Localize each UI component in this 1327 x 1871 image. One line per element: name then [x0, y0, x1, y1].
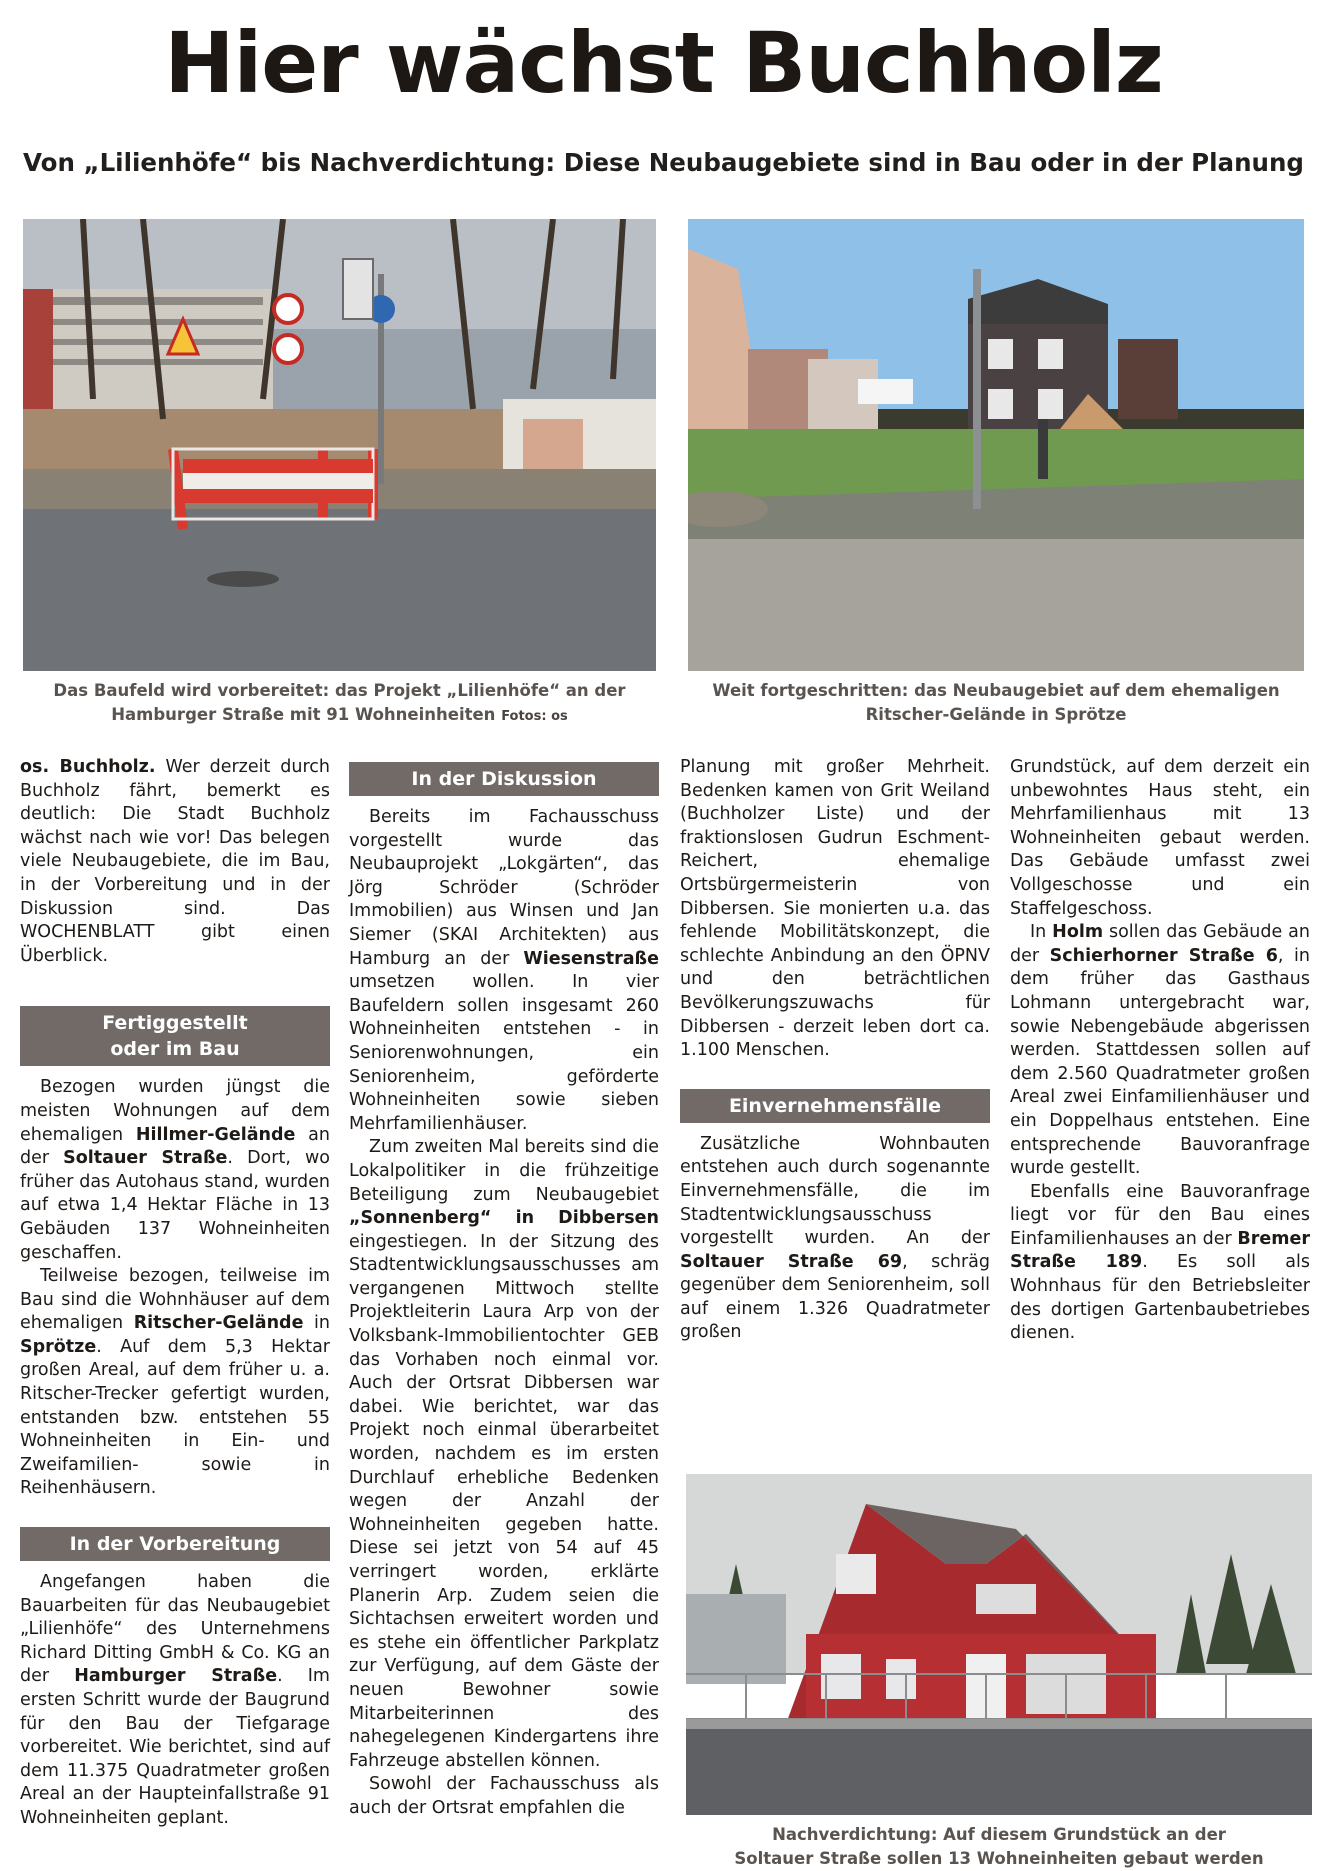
- column-2: [349, 762, 659, 1821]
- text-bold: Ritscher-Gelände: [133, 1313, 304, 1334]
- text: , in dem früher das Gasthaus Lohmann untergebracht war, sowie Nebengebäude abgerissen werden. Stattdessen sollen auf dem 2.560 Quadratmeter großen Areal zwei Einfamilienhäuser und ein Doppelhaus entstehen. Eine entsprechende Bauvoranfrage wurde gestellt.: [1010, 945, 1310, 1179]
- text: Zusätzliche Wohnbauten entstehen auch durch sogenannte Einvernehmensfälle, die im Stadtentwicklungsausschuss vorgestellt wurden. An der: [680, 1133, 990, 1249]
- text: Ebenfalls eine Bauvoranfrage liegt vor für den Bau eines Einfamilienhauses an der: [1010, 1181, 1310, 1249]
- paragraph: Planung mit großer Mehrheit. Bedenken kamen von Grit Weiland (Buchholzer Liste) und der fraktionslosen Gudrun Eschment-Reichert, ehemalige Ortsbürgermeisterin von Dibbersen. Sie monierten u.a. das fehlende Mobilitätskonzept, die schlechte Anbindung an den ÖPNV und den beträchtlichen Bevölkerungszuwachs für Dibbersen - derzeit leben dort ca. 1.100 Menschen.: [680, 757, 990, 1061]
- text-bold: Hillmer-Gelände: [135, 1124, 296, 1145]
- photo1-caption-line1: Das Baufeld wird vorbereitet: das Projekt „Lilienhöfe“ an der: [53, 681, 626, 700]
- column-1: [20, 756, 330, 1831]
- text-bold: Holm: [1052, 922, 1104, 943]
- text: sollen das Gebäude an der: [1010, 922, 1310, 966]
- paragraph: [1010, 921, 1310, 1181]
- paragraph: Sowohl der Fachausschuss als auch der Ortsrat empfahlen die: [349, 1774, 659, 1818]
- column-3: [680, 756, 990, 1345]
- column-4: [1010, 756, 1310, 1346]
- text-bold: Wiesenstraße: [523, 948, 659, 969]
- text: eingestiegen. In der Sitzung des Stadtentwicklungsausschusses am vergangenen Mittwoch stellte Projektleiterin Laura Arp von der Volksbank-Immobilientochter GEB das Vorhaben noch einmal vor. Auch der Ortsrat Dibbersen war dabei. Wie berichtet, war das Projekt noch einmal überarbeitet worden, nachdem es im ersten Durchlauf erhebliche Bedenken wegen der Anzahl der Wohneinheiten gegeben hatte. Diese sei jetzt von 54 auf 45 verringert worden, erklärte Planerin Arp. Zudem seien die Sichtachsen erweitert worden und es stehe ein öffentlicher Parkplatz zur Verfügung, auf dem Gäste der neuen Bewohner sowie Mitarbeiterinnen des nahegelegenen Kindergartens ihre Fahrzeuge abstellen können.: [349, 1231, 659, 1771]
- paragraph: [20, 1571, 330, 1831]
- text-bold: Soltauer Straße: [63, 1148, 228, 1169]
- photo2-caption-line1: Weit fortgeschritten: das Neubaugebiet auf dem ehemaligen: [712, 681, 1280, 700]
- intro-paragraph: [20, 756, 330, 968]
- text-bold: „Sonnenberg“ in Dibbersen: [349, 1208, 659, 1229]
- photo-construction-site: [23, 219, 656, 671]
- photo3-caption-line2: Soltauer Straße sollen 13 Wohneinheiten gebaut werden: [734, 1849, 1264, 1868]
- text: Bereits im Fachausschuss vorgestellt wurde das Neubauprojekt „Lokgärten“, das Jörg Schröder (Schröder Immobilien) aus Winsen und Jan Siemer (SKAI Architekten) aus Hamburg an der: [349, 807, 659, 969]
- photo1-caption: [23, 679, 656, 729]
- text: In: [1030, 922, 1047, 943]
- paragraph: [349, 1136, 659, 1773]
- photo1-caption-line2: Hamburger Straße mit 91 Wohneinheiten: [111, 705, 496, 724]
- dateline: os. Buchholz.: [20, 757, 156, 777]
- section-heading-finished: [20, 1006, 330, 1066]
- text: . Es soll als Wohnhaus für den Betriebsleiter des dortigen Gartenbaubetriebes dienen.: [1010, 1252, 1310, 1344]
- intro-text: Wer derzeit durch Buchholz fährt, bemerkt es deutlich: Die Stadt Buchholz wächst nach wie vor! Das belegen viele Neubaugebiete, die im Bau, in der Vorbereitung und in der Diskussion sind. Das WOCHENBLATT gibt einen Überblick.: [20, 757, 330, 966]
- text-bold: Bremer Straße 189: [1010, 1228, 1310, 1273]
- photo2-caption-line2: Ritscher-Gelände in Sprötze: [865, 705, 1127, 724]
- section-heading-consent-cases: Einvernehmensfälle: [680, 1089, 990, 1123]
- section-heading-discussion: In der Diskussion: [349, 762, 659, 796]
- photo-red-house: [686, 1474, 1312, 1815]
- text: umsetzen wollen. In vier Baufeldern sollen insgesamt 260 Wohneinheiten entstehen - in Seniorenwohnungen, ein Seniorenheim, geförderte Wohneinheiten sowie sieben Mehrfamilienhäuser.: [349, 972, 659, 1134]
- paragraph: Grundstück, auf dem derzeit ein unbewohntes Haus steht, ein Mehrfamilienhaus mit 13 Wohneinheiten gebaut werden. Das Gebäude umfasst zwei Vollgeschosse und ein Staffelgeschoss.: [1010, 757, 1310, 919]
- text-bold: Schierhorner Straße 6: [1049, 945, 1278, 966]
- section-heading-finished-line2: oder im Bau: [110, 1038, 240, 1061]
- text: Zum zweiten Mal bereits sind die Lokalpolitiker in die frühzeitige Beteiligung zum Neubaugebiet: [349, 1137, 659, 1205]
- paragraph: [680, 1133, 990, 1345]
- section-heading-preparation: In der Vorbereitung: [20, 1527, 330, 1561]
- section-heading-finished-line1: Fertiggestellt: [102, 1012, 248, 1035]
- headline: Hier wächst Buchholz: [164, 14, 1163, 112]
- text-bold: Sprötze: [20, 1336, 97, 1357]
- photo-credit: Fotos: os: [501, 709, 568, 724]
- photo-residential-area: [688, 219, 1304, 671]
- subheadline: Von „Lilienhöfe“ bis Nachverdichtung: Diese Neubaugebiete sind in Bau oder in der Planung: [23, 148, 1304, 177]
- text: , schräg gegenüber dem Seniorenheim, soll auf einem 1.326 Quadratmeter großen: [680, 1251, 990, 1343]
- text: Teilweise bezogen, teilweise im Bau sind die Wohnhäuser auf dem ehemaligen: [20, 1266, 330, 1334]
- text-bold: Hamburger Straße: [74, 1666, 278, 1687]
- paragraph: [20, 1265, 330, 1501]
- text: . Auf dem 5,3 Hektar großen Areal, auf dem früher u. a. Ritscher-Trecker gefertigt wurden, entstanden bzw. entstehen 55 Wohneinheiten in Ein- und Zweifamilien- sowie in Reihenhäusern.: [20, 1336, 330, 1499]
- text: . Dort, wo früher das Autohaus stand, wurden auf etwa 1,4 Hektar Fläche in 13 Gebäuden 137 Wohneinheiten geschaffen.: [20, 1148, 330, 1263]
- text-bold: Soltauer Straße 69: [680, 1251, 903, 1272]
- paragraph: [349, 806, 659, 1136]
- paragraph: [1010, 1181, 1310, 1346]
- text: in: [314, 1313, 330, 1334]
- paragraph: [20, 1076, 330, 1265]
- text: Angefangen haben die Bauarbeiten für das Neubaugebiet „Lilienhöfe“ des Unternehmens Richard Ditting GmbH & Co. KG an der: [20, 1572, 330, 1687]
- text: . Im ersten Schritt wurde der Baugrund für den Bau der Tiefgarage vorbereitet. Wie berichtet, sind auf dem 11.375 Quadratmeter großen Areal an der Haupteinfallstraße 91 Wohneinheiten geplant.: [20, 1666, 330, 1828]
- text: an der: [20, 1124, 330, 1169]
- text: Bezogen wurden jüngst die meisten Wohnungen auf dem ehemaligen: [20, 1077, 330, 1145]
- photo3-caption-line1: Nachverdichtung: Auf diesem Grundstück an der: [772, 1825, 1226, 1844]
- photo2-caption: [688, 679, 1304, 727]
